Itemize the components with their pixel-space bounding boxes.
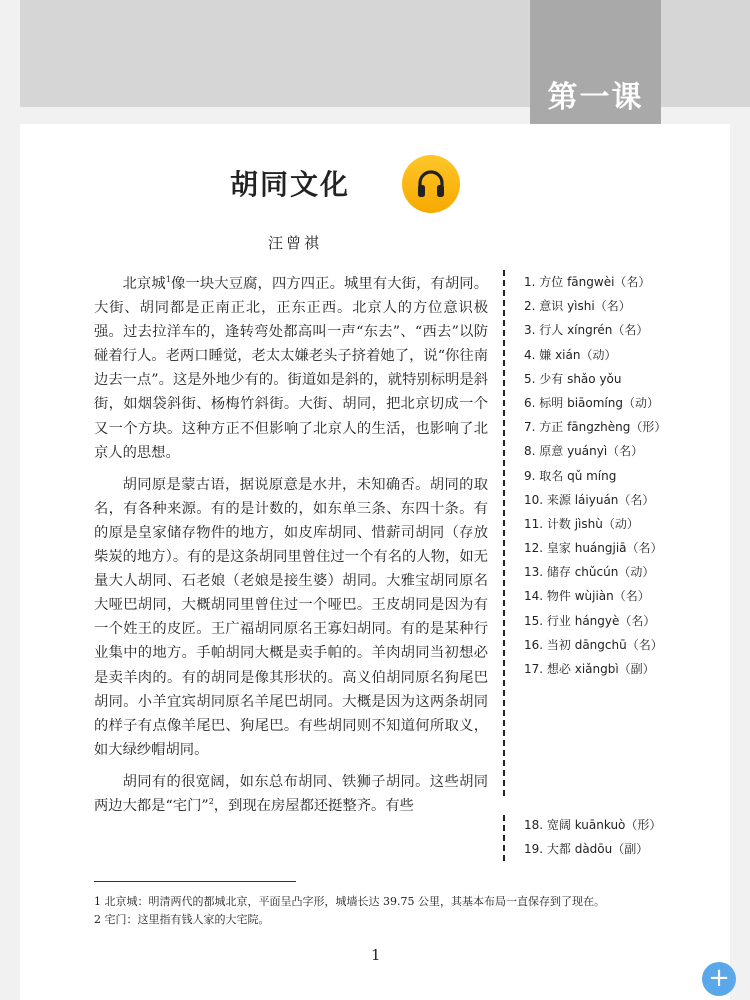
vocab-item: 11. 计数 jìshù（动） (524, 516, 639, 531)
vocab-item: 1. 方位 fāngwèi（名） (524, 275, 651, 289)
audio-play-button[interactable] (402, 155, 460, 213)
vocab-item: 10. 来源 láiyuán（名） (524, 492, 655, 507)
vocab-list-1 (524, 270, 666, 681)
vocab-item: 17. 想必 xiǎngbì（副） (524, 662, 655, 676)
paragraph-3-rest: ，到现在房屋都还挺整齐。有些 (213, 797, 414, 814)
vocab-item: 3. 行人 xíngrén（名） (524, 323, 649, 338)
vocab-list-2 (524, 813, 661, 861)
lesson-tab-label: 第一课 (547, 80, 644, 115)
page-title: 胡同文化 (230, 168, 351, 201)
vocab-item: 19. 大都 dàdōu（副） (524, 842, 649, 857)
article-body (94, 272, 488, 826)
footnote-2: 2 宅门：这里指有钱人家的大宅院。 (94, 913, 270, 926)
footnotes (94, 893, 694, 929)
page-number: 1 (371, 946, 381, 964)
header-left-strip (0, 0, 20, 107)
paragraph-2: 胡同原是蒙古语，据说原意是水井，未知确否。胡同的取名，有各种来源。有的是计数的，如东单三条、东四十条。有的原是皇家储存物件的地方，如皮库胡同、惜薪司胡同（存放柴炭的地方）。有的是这条胡同里曾住过一个有名的人物，如无量大人胡同、石老娘（老娘是接生婆）胡同。大雅宝胡同原名大哑巴胡同，大概胡同里曾住过一个哑巴。王皮胡同是因为有一个姓王的皮匠。王广福胡同原名王寡妇胡同。有的是某种行业集中的地方。手帕胡同大概是卖手帕的。羊肉胡同当初想必是卖羊肉的。有的胡同是像其形状的。高义伯胡同原名狗尾巴胡同。小羊宜宾胡同原名羊尾巴胡同。大概是因为这两条胡同的样子有点像羊尾巴、狗尾巴。有些胡同则不知道何所取义，如大绿纱帽胡同。 (94, 476, 488, 758)
vocab-item: 14. 物件 wùjiàn（名） (524, 589, 650, 604)
headphones-icon (414, 167, 448, 201)
author-name: 汪曾祺 (268, 234, 323, 252)
vocab-item: 9. 取名 qǔ míng (524, 468, 617, 483)
plus-icon: + (708, 963, 730, 993)
vocab-item: 4. 嫌 xián（动） (524, 347, 617, 362)
lesson-tab (530, 0, 661, 124)
vocab-item: 8. 原意 yuányì（名） (524, 444, 644, 459)
vocab-item: 5. 少有 shǎo yǒu (524, 371, 622, 386)
paragraph-1-start: 北京城 (122, 276, 166, 292)
paragraph-1-rest: 像一块大豆腐，四方四正。城里有大街，有胡同。大街、胡同都是正南正北，正东正西。北京人的方位意识极强。过去拉洋车的，逢转弯处都高叫一声“东去”、“西去”以防碰着行人。老两口睡觉，老太太嫌老头子挤着她了，说“你往南边去一点”。这是外地少有的。街道如是斜的，就特别标明是斜街，如烟袋斜街、杨梅竹斜街。大街、胡同，把北京切成一个又一个方块。这种方正不但影响了北京人的生活，也影响了北京人的思想。 (94, 276, 489, 461)
paragraph-3 (94, 770, 488, 818)
vocab-item: 6. 标明 biāomíng（动） (524, 395, 659, 410)
vocab-item: 16. 当初 dāngchū（名） (524, 637, 663, 652)
vocab-item: 12. 皇家 huángjiā（名） (524, 541, 663, 556)
vocab-divider-2 (503, 815, 505, 861)
vocab-item: 7. 方正 fāngzhèng（形） (524, 420, 667, 435)
vocab-item: 15. 行业 hángyè（名） (524, 613, 656, 628)
footnote-rule (94, 881, 296, 882)
footnote-1: 1 北京城：明清两代的都城北京，平面呈凸字形，城墙长达 39.75 公里，其基本布局一直保存到了现在。 (94, 895, 605, 908)
vocab-item: 2. 意识 yìshi（名） (524, 299, 631, 314)
footnote-ref-1[interactable]: 1 (165, 275, 171, 285)
footnote-ref-2[interactable]: 2 (208, 797, 214, 807)
vocab-divider-1 (503, 270, 505, 796)
add-button[interactable] (702, 962, 736, 996)
vocab-item: 13. 储存 chǔcún（动） (524, 565, 655, 580)
paragraph-3-start: 胡同有的很宽阔，如东总布胡同、铁狮子胡同。这些胡同两边大都是“宅门” (94, 773, 488, 814)
vocab-item: 18. 宽阔 kuānkuò（形） (524, 818, 662, 832)
paragraph-1 (94, 272, 488, 465)
